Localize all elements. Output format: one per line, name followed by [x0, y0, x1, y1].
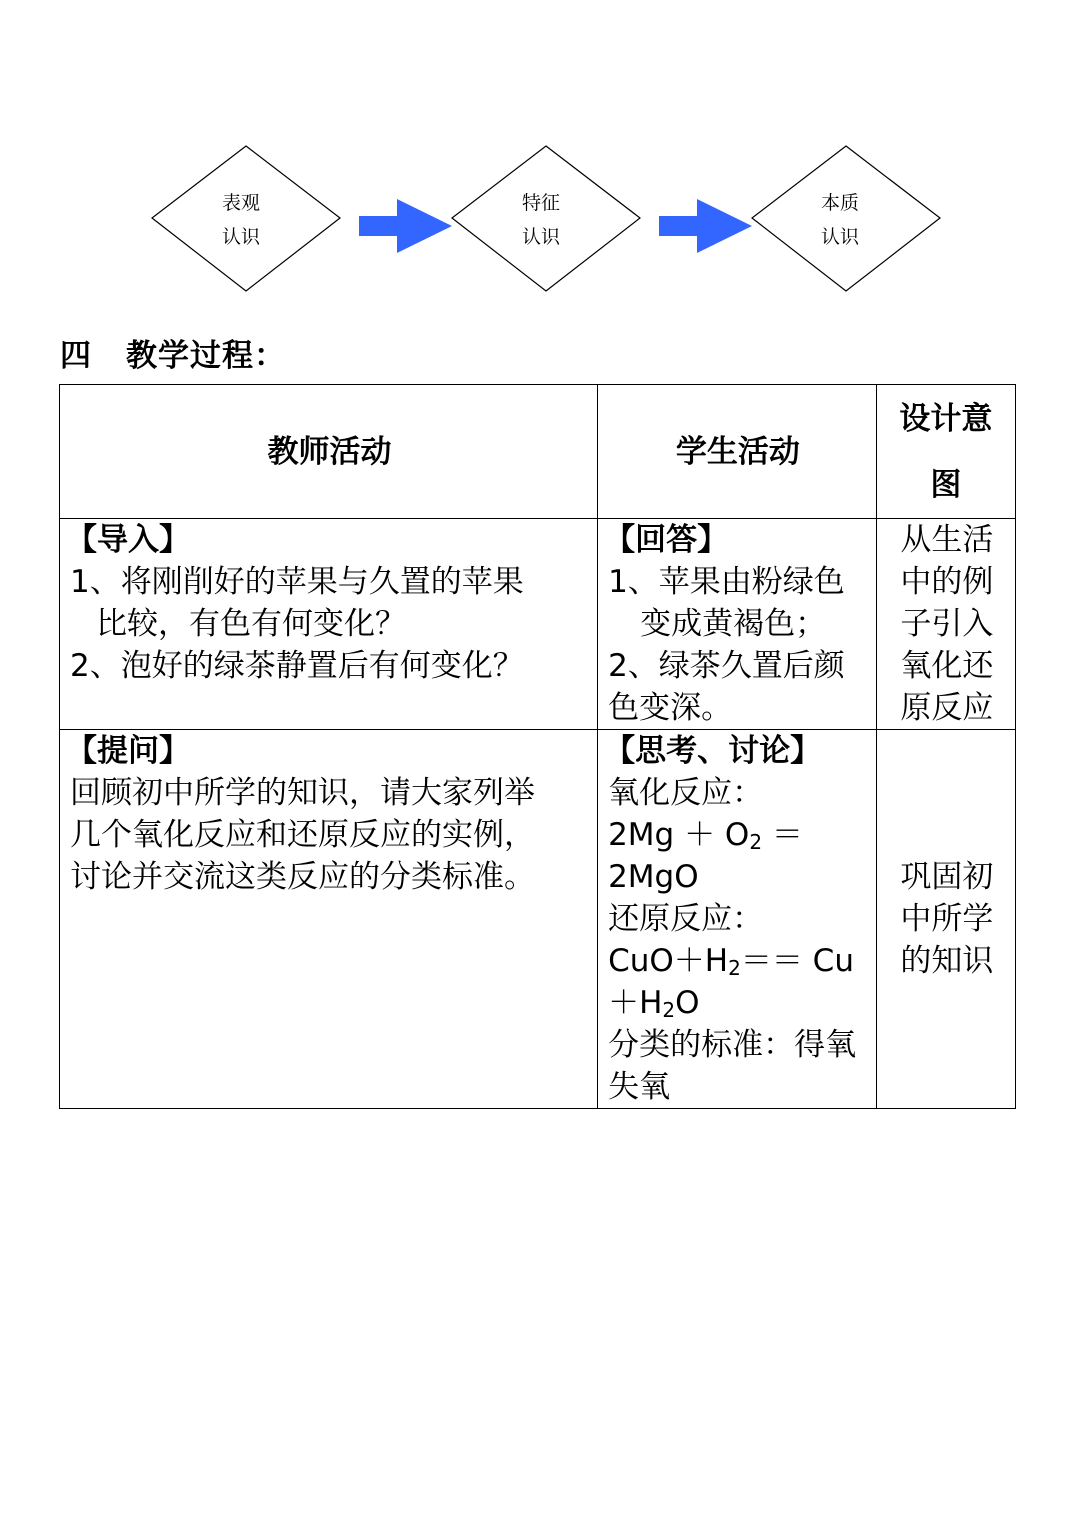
step-2-line1: 特征 — [521, 192, 560, 214]
student-line: 1、苹果由粉绿色 — [608, 564, 845, 600]
teaching-process-table — [59, 384, 1016, 1109]
purpose-line: 子引入 — [900, 606, 994, 642]
step-2-line2: 认识 — [521, 226, 560, 248]
equation-part: 2Mg ＋ O — [608, 817, 750, 853]
arrow-right-icon — [359, 199, 452, 253]
section-title: 教学过程： — [126, 338, 286, 374]
teacher-tag: 【提问】 — [66, 733, 190, 769]
purpose-line: 中的例 — [900, 564, 994, 600]
equation-line — [608, 982, 868, 1024]
design-purpose-cell — [876, 730, 1015, 1109]
equation-line — [608, 940, 868, 982]
step-3-line1: 本质 — [820, 192, 859, 214]
purpose-line: 中所学 — [900, 901, 994, 937]
purpose-line: 从生活 — [900, 522, 994, 558]
purpose-line: 的知识 — [900, 943, 994, 979]
equation-part: ＝ — [762, 817, 803, 853]
teacher-line: 几个氧化反应和还原反应的实例， — [70, 817, 535, 853]
equation-part: ＋H — [608, 985, 663, 1021]
step-3-line2: 认识 — [820, 226, 859, 248]
step-label-3 — [800, 186, 880, 254]
cognition-flow-diagram — [0, 0, 1075, 310]
equation-line — [608, 814, 868, 856]
student-line: 失氧 — [608, 1069, 671, 1105]
subscript: 2 — [662, 998, 676, 1022]
teacher-line: 1、将刚削好的苹果与久置的苹果 — [70, 564, 524, 600]
equation-part: CuO＋H — [608, 943, 729, 979]
student-line: 2MgO — [608, 859, 699, 895]
equation-part: O — [675, 985, 700, 1021]
arrow-right-icon — [659, 199, 752, 253]
header-student: 学生活动 — [598, 385, 877, 519]
student-tag: 【思考、讨论】 — [604, 733, 822, 769]
purpose-line: 原反应 — [900, 690, 994, 726]
teacher-activity-cell — [60, 519, 598, 730]
student-tag: 【回答】 — [604, 522, 729, 558]
section-number: 四 — [60, 338, 92, 374]
student-activity-cell — [598, 519, 877, 730]
header-purpose — [876, 385, 1015, 519]
student-line: 2、绿茶久置后颜 — [608, 648, 845, 684]
teacher-line: 比较，有色有何变化？ — [96, 606, 406, 642]
flow-diagram-graphic — [0, 0, 1075, 310]
design-purpose-cell — [876, 519, 1015, 730]
student-line: 变成黄褐色； — [640, 606, 827, 642]
subscript: 2 — [749, 830, 763, 854]
student-activity-cell — [598, 730, 877, 1109]
equation-part: ＝＝ Cu — [740, 943, 854, 979]
student-line: 分类的标准：得氧 — [608, 1027, 857, 1063]
section-heading — [60, 330, 286, 375]
step-1-line1: 表观 — [221, 192, 260, 214]
table-row — [60, 519, 1016, 730]
purpose-line: 氧化还 — [900, 648, 994, 684]
teacher-activity-cell — [60, 730, 598, 1109]
student-line: 氧化反应： — [608, 775, 764, 811]
teacher-tag: 【导入】 — [66, 522, 190, 558]
header-purpose-line2: 图 — [930, 466, 962, 503]
table-header-row — [60, 385, 1016, 519]
table-row — [60, 730, 1016, 1109]
purpose-line: 巩固初 — [900, 859, 994, 895]
teacher-line: 2、泡好的绿茶静置后有何变化？ — [70, 648, 524, 684]
teacher-line: 回顾初中所学的知识，请大家列举 — [70, 775, 535, 811]
header-teacher: 教师活动 — [60, 385, 598, 519]
subscript: 2 — [728, 956, 741, 980]
teacher-line: 讨论并交流这类反应的分类标准。 — [70, 859, 535, 895]
header-purpose-line1: 设计意 — [899, 400, 993, 437]
step-label-2 — [501, 186, 581, 254]
step-1-line2: 认识 — [221, 226, 260, 248]
student-line: 色变深。 — [608, 690, 733, 726]
step-label-1 — [201, 186, 281, 254]
student-line: 还原反应： — [608, 901, 764, 937]
